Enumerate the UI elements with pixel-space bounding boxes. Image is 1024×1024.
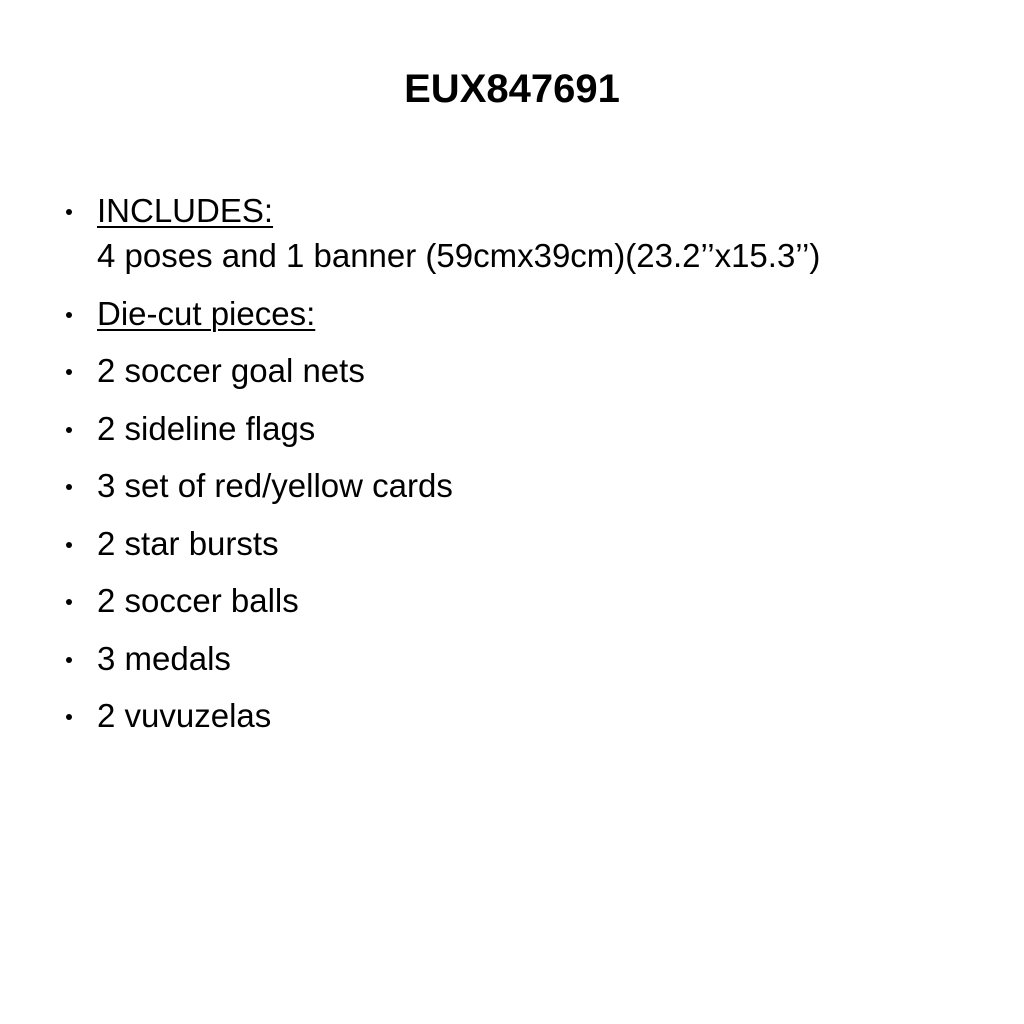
bullet-icon xyxy=(66,484,72,490)
list-item xyxy=(0,578,1024,623)
list-item-includes xyxy=(0,188,1024,278)
list-item-diecut-heading xyxy=(0,291,1024,336)
bullet-icon xyxy=(66,427,72,433)
page-title: EUX847691 xyxy=(404,67,620,111)
bullet-icon xyxy=(66,312,72,318)
list-item xyxy=(0,406,1024,451)
piece-label: 2 soccer balls xyxy=(97,582,299,619)
list-item xyxy=(0,521,1024,566)
includes-detail: 4 poses and 1 banner (59cmx39cm)(23.2’’x15.3’’) xyxy=(97,237,821,274)
list-item xyxy=(0,636,1024,681)
piece-label: 2 soccer goal nets xyxy=(97,352,365,389)
bullet-icon xyxy=(66,714,72,720)
list-item xyxy=(0,348,1024,393)
piece-label: 2 vuvuzelas xyxy=(97,697,272,734)
bullet-icon xyxy=(66,657,72,663)
piece-label: 3 set of red/yellow cards xyxy=(97,467,453,504)
bullet-icon xyxy=(66,599,72,605)
diecut-heading: Die-cut pieces: xyxy=(97,294,316,332)
bullet-icon xyxy=(66,369,72,375)
list-item xyxy=(0,693,1024,738)
bullet-icon xyxy=(66,542,72,548)
piece-label: 2 sideline flags xyxy=(97,409,316,447)
piece-label: 3 medals xyxy=(97,639,231,677)
piece-label: 2 star bursts xyxy=(97,524,279,562)
bullet-icon xyxy=(66,209,72,215)
contents-list xyxy=(0,188,1024,751)
includes-heading: INCLUDES: xyxy=(97,192,274,229)
list-item xyxy=(0,463,1024,508)
